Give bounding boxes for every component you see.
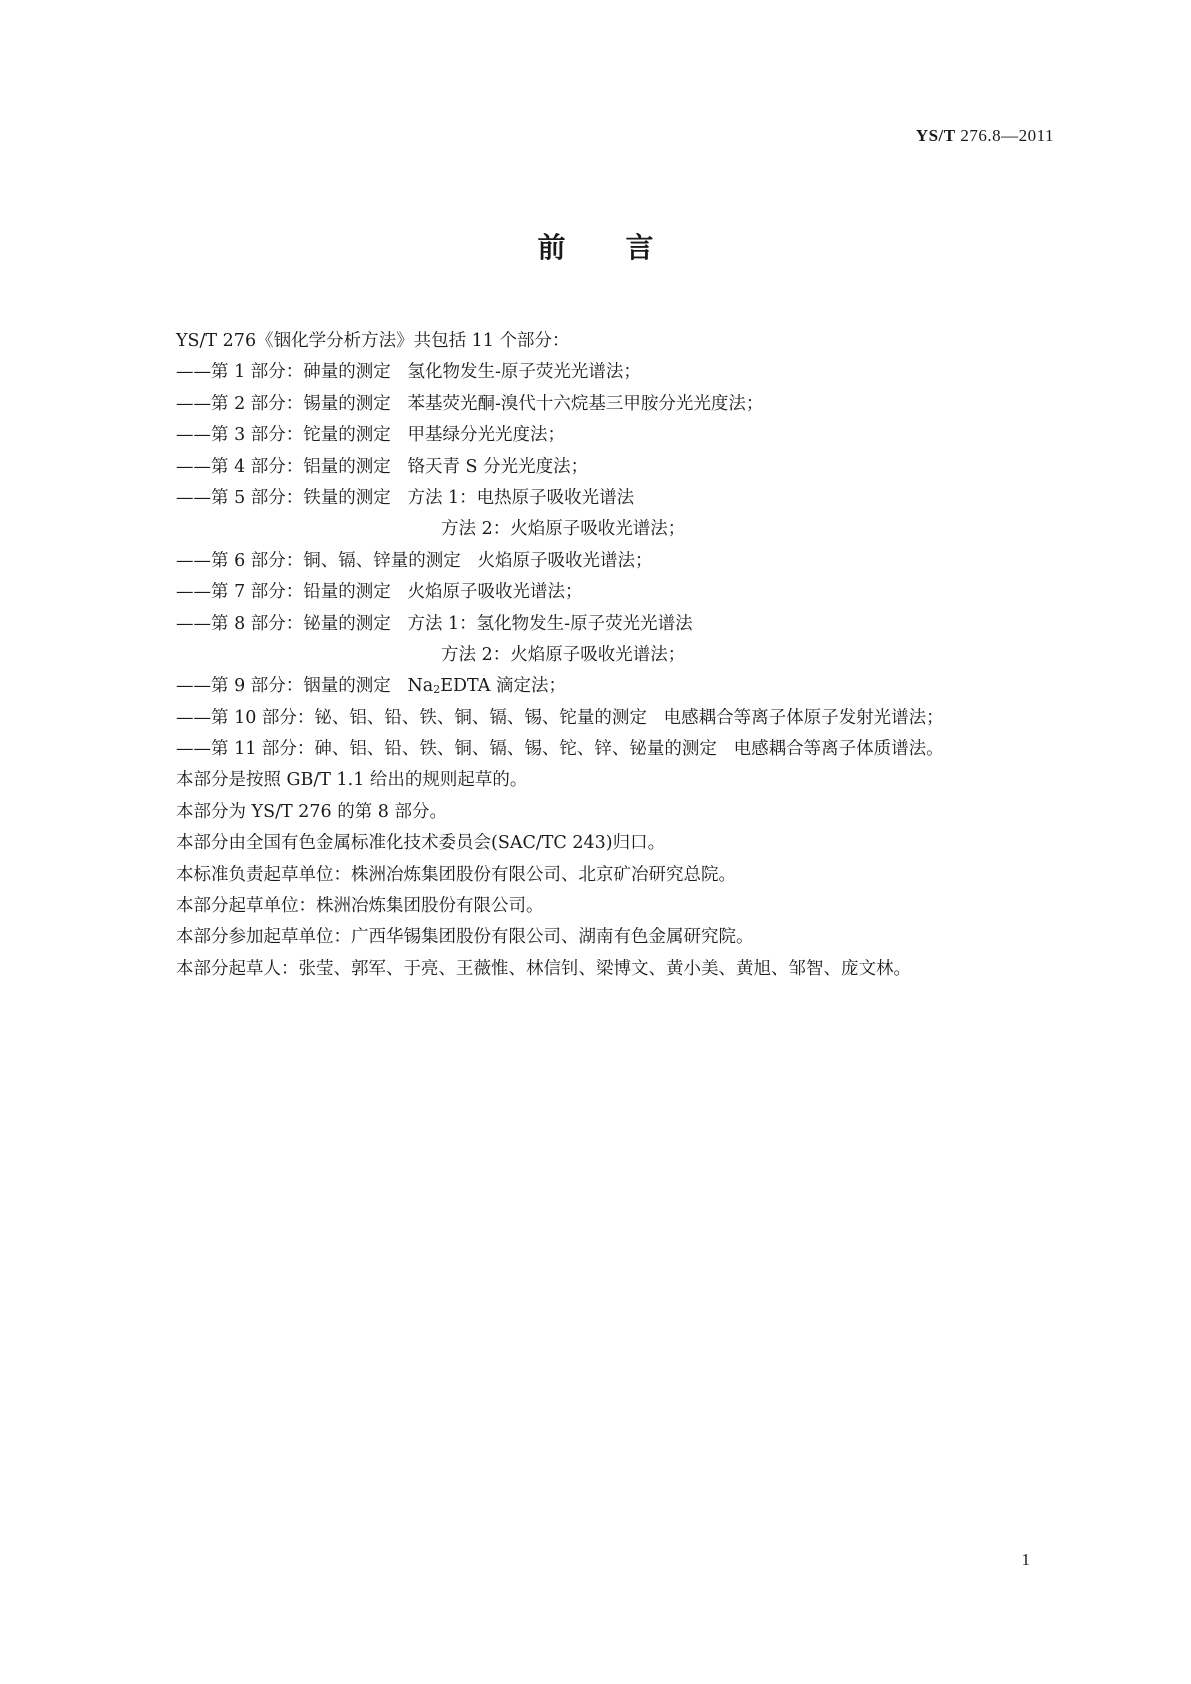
part-method: 方法 2：火焰原子吸收光谱法； xyxy=(441,519,686,540)
formula-na: Na xyxy=(407,676,434,697)
part-label: ——第 1 部分：砷量的测定 xyxy=(176,362,391,383)
part-label: ——第 6 部分：铜、镉、锌量的测定 xyxy=(176,550,461,571)
part-line xyxy=(176,483,1076,514)
part-line xyxy=(176,452,1076,483)
part-line xyxy=(176,734,1076,765)
formula-rest: EDTA 滴定法； xyxy=(440,676,566,697)
part-method: 电感耦合等离子体质谱法。 xyxy=(733,739,944,760)
part-method: 方法 1：氢化物发生-原子荧光光谱法 xyxy=(407,613,693,634)
part-label: ——第 7 部分：铅量的测定 xyxy=(176,582,391,603)
part-line-continuation xyxy=(176,640,1076,671)
standard-code-number: 276.8—2011 xyxy=(955,126,1054,145)
page-title: 前言 xyxy=(537,231,714,264)
part-line-continuation xyxy=(176,514,1076,545)
part-line xyxy=(176,577,1076,608)
part-line xyxy=(176,389,1076,420)
part-line xyxy=(176,609,1076,640)
standard-code xyxy=(916,126,1054,146)
part-method: 苯基荧光酮-溴代十六烷基三甲胺分光光度法； xyxy=(407,393,764,414)
formula-subscript: 2 xyxy=(433,683,441,697)
statement-line: 本部分起草人：张莹、郭军、于亮、王薇惟、林信钊、梁博文、黄小美、黄旭、邹智、庞文林。 xyxy=(176,958,911,979)
statement-line: 本部分为 YS/T 276 的第 8 部分。 xyxy=(176,801,447,822)
part-label: ——第 8 部分：铋量的测定 xyxy=(176,613,391,634)
statement-line: 本部分由全国有色金属标准化技术委员会(SAC/TC 243)归口。 xyxy=(176,833,666,854)
part-label: ——第 11 部分：砷、铝、铅、铁、铜、镉、锡、铊、锌、铋量的测定 xyxy=(176,739,717,760)
part-method: 氢化物发生-原子荧光光谱法； xyxy=(407,362,641,383)
part-method: 铬天青 S 分光光度法； xyxy=(407,456,589,477)
part-label: ——第 3 部分：铊量的测定 xyxy=(176,425,391,446)
statement-line: 本标准负责起草单位：株洲冶炼集团股份有限公司、北京矿冶研究总院。 xyxy=(176,864,736,885)
part-line xyxy=(176,420,1076,451)
part-label: ——第 9 部分：铟量的测定 xyxy=(176,676,391,697)
part-method: 方法 2：火焰原子吸收光谱法； xyxy=(441,644,686,665)
part-method: 电感耦合等离子体原子发射光谱法； xyxy=(663,707,944,728)
part-line xyxy=(176,703,1076,734)
statement-line: 本部分参加起草单位：广西华锡集团股份有限公司、湖南有色金属研究院。 xyxy=(176,927,754,948)
foreword-body xyxy=(176,326,1076,985)
statement-line: 本部分起草单位：株洲冶炼集团股份有限公司。 xyxy=(176,896,544,917)
part-line xyxy=(176,546,1076,577)
part-label: ——第 5 部分：铁量的测定 xyxy=(176,487,391,508)
part-line xyxy=(176,357,1076,388)
part-method: 火焰原子吸收光谱法； xyxy=(477,550,653,571)
standard-code-prefix: YS/T xyxy=(915,126,956,145)
statement-line: 本部分是按照 GB/T 1.1 给出的规则起草的。 xyxy=(176,770,528,791)
part-method: 甲基绿分光光度法； xyxy=(407,425,565,446)
part-label: ——第 2 部分：锡量的测定 xyxy=(176,393,391,414)
part-label: ——第 10 部分：铋、铝、铅、铁、铜、镉、锡、铊量的测定 xyxy=(176,707,647,728)
page-number: 1 xyxy=(1021,1550,1030,1569)
part-method: 方法 1：电热原子吸收光谱法 xyxy=(407,487,635,508)
part-label: ——第 4 部分：铝量的测定 xyxy=(176,456,391,477)
part-line xyxy=(176,671,1076,702)
part-method xyxy=(407,676,565,696)
intro-line: YS/T 276《铟化学分析方法》共包括 11 个部分： xyxy=(176,331,570,351)
part-method: 火焰原子吸收光谱法； xyxy=(407,582,583,603)
